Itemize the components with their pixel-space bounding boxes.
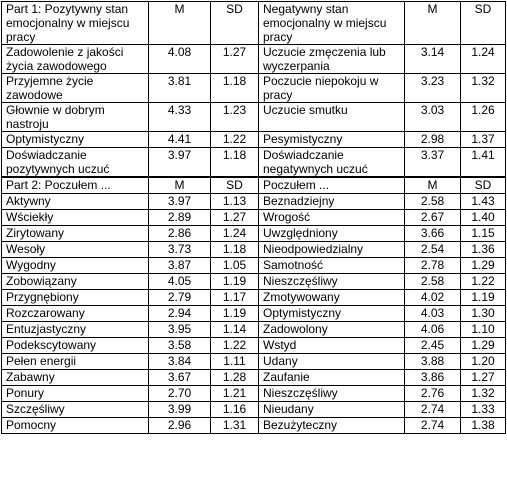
negative-item-mean: 3.14: [405, 45, 461, 74]
feeling-right-sd: 1.20: [461, 354, 506, 370]
positive-item-mean: 4.41: [149, 132, 211, 148]
feeling-left-sd: 1.28: [211, 370, 259, 386]
feeling-left-mean: 2.79: [149, 290, 211, 306]
table-row: [2, 370, 506, 386]
feeling-left-sd: 1.22: [211, 338, 259, 354]
feeling-left-label: Wygodny: [2, 258, 149, 274]
feeling-right-mean: 2.45: [405, 338, 461, 354]
feeling-right-mean: 4.06: [405, 322, 461, 338]
feeling-left-label: Zirytowany: [2, 226, 149, 242]
table-row: [2, 418, 506, 434]
feeling-right-sd: 1.29: [461, 338, 506, 354]
part2-left-header: Part 2: Poczułem ...: [2, 177, 149, 194]
feeling-right-label: Wrogość: [259, 210, 405, 226]
part2-header-row: [2, 177, 506, 194]
feeling-left-sd: 1.19: [211, 306, 259, 322]
feeling-right-label: Nieodpowiedzialny: [259, 242, 405, 258]
positive-item-mean: 3.81: [149, 74, 211, 103]
part1-left-header: Part 1: Pozytywny stan emocjonalny w miejscu pracy: [2, 2, 149, 45]
feeling-left-mean: 3.95: [149, 322, 211, 338]
feeling-right-sd: 1.30: [461, 306, 506, 322]
table-row: [2, 226, 506, 242]
feeling-left-label: Przygnębiony: [2, 290, 149, 306]
part2-left-m-header: M: [149, 177, 211, 194]
negative-item-sd: 1.24: [461, 45, 506, 74]
feeling-right-sd: 1.40: [461, 210, 506, 226]
negative-item-mean: 2.98: [405, 132, 461, 148]
feeling-right-sd: 1.19: [461, 290, 506, 306]
feeling-left-label: Rozczarowany: [2, 306, 149, 322]
feeling-left-label: Szczęśliwy: [2, 402, 149, 418]
feeling-right-sd: 1.38: [461, 418, 506, 434]
negative-item-sd: 1.26: [461, 103, 506, 132]
positive-item-sd: 1.23: [211, 103, 259, 132]
feeling-left-mean: 3.87: [149, 258, 211, 274]
feeling-right-label: Optymistyczny: [259, 306, 405, 322]
table-row: [2, 386, 506, 402]
negative-item-label: Uczucie smutku: [259, 103, 405, 132]
feeling-right-sd: 1.29: [461, 258, 506, 274]
negative-item-sd: 1.32: [461, 74, 506, 103]
feeling-left-sd: 1.17: [211, 290, 259, 306]
positive-item-mean: 3.97: [149, 148, 211, 178]
feeling-right-sd: 1.22: [461, 274, 506, 290]
positive-item-mean: 4.08: [149, 45, 211, 74]
positive-item-sd: 1.27: [211, 45, 259, 74]
negative-item-label: Poczucie niepokoju w pracy: [259, 74, 405, 103]
table-row: [2, 194, 506, 210]
feeling-left-mean: 4.05: [149, 274, 211, 290]
feeling-right-mean: 2.67: [405, 210, 461, 226]
feeling-right-sd: 1.27: [461, 370, 506, 386]
feeling-left-mean: 3.73: [149, 242, 211, 258]
table-row: [2, 306, 506, 322]
positive-item-sd: 1.18: [211, 74, 259, 103]
table-row: [2, 338, 506, 354]
part2-right-header: Poczułem ...: [259, 177, 405, 194]
negative-item-label: Doświadczanie negatywnych uczuć: [259, 148, 405, 178]
table-row: [2, 402, 506, 418]
feeling-right-mean: 2.78: [405, 258, 461, 274]
feeling-right-mean: 2.58: [405, 194, 461, 210]
feeling-left-sd: 1.24: [211, 226, 259, 242]
feeling-left-mean: 2.86: [149, 226, 211, 242]
feeling-right-mean: 4.03: [405, 306, 461, 322]
table-row: [2, 210, 506, 226]
feeling-left-label: Pełen energii: [2, 354, 149, 370]
feeling-right-label: Samotność: [259, 258, 405, 274]
positive-item-label: Zadowolenie z jakości życia zawodowego: [2, 45, 149, 74]
feeling-left-sd: 1.13: [211, 194, 259, 210]
feeling-left-sd: 1.11: [211, 354, 259, 370]
table-row: [2, 132, 506, 148]
feeling-right-mean: 2.58: [405, 274, 461, 290]
part1-right-header: Negatywny stan emocjonalny w miejscu pracy: [259, 2, 405, 45]
table-row: [2, 242, 506, 258]
feeling-left-mean: 3.84: [149, 354, 211, 370]
feeling-left-mean: 2.94: [149, 306, 211, 322]
negative-item-mean: 3.03: [405, 103, 461, 132]
feeling-left-mean: 2.89: [149, 210, 211, 226]
table-row: [2, 74, 506, 103]
feeling-left-label: Zobowiązany: [2, 274, 149, 290]
feeling-left-sd: 1.18: [211, 242, 259, 258]
feeling-right-label: Wstyd: [259, 338, 405, 354]
feeling-right-mean: 2.74: [405, 402, 461, 418]
feeling-left-label: Wściekły: [2, 210, 149, 226]
table-row: [2, 148, 506, 178]
feeling-right-mean: 3.88: [405, 354, 461, 370]
feeling-left-label: Pomocny: [2, 418, 149, 434]
feeling-left-mean: 3.58: [149, 338, 211, 354]
positive-item-mean: 4.33: [149, 103, 211, 132]
feeling-right-label: Zaufanie: [259, 370, 405, 386]
feeling-left-mean: 2.70: [149, 386, 211, 402]
negative-item-label: Uczucie zmęczenia lub wyczerpania: [259, 45, 405, 74]
feeling-left-label: Wesoły: [2, 242, 149, 258]
negative-item-sd: 1.37: [461, 132, 506, 148]
feeling-left-mean: 2.96: [149, 418, 211, 434]
positive-item-sd: 1.18: [211, 148, 259, 178]
positive-item-label: Przyjemne życie zawodowe: [2, 74, 149, 103]
feeling-right-label: Zmotywowany: [259, 290, 405, 306]
table-row: [2, 45, 506, 74]
table-row: [2, 322, 506, 338]
part2-left-sd-header: SD: [211, 177, 259, 194]
part1-left-m-header: M: [149, 2, 211, 45]
feeling-right-sd: 1.32: [461, 386, 506, 402]
feeling-left-sd: 1.16: [211, 402, 259, 418]
positive-item-label: Doświadczanie pozytywnych uczuć: [2, 148, 149, 178]
feeling-right-label: Uwzględniony: [259, 226, 405, 242]
part1-left-sd-header: SD: [211, 2, 259, 45]
feeling-right-mean: 2.76: [405, 386, 461, 402]
feeling-left-label: Zabawny: [2, 370, 149, 386]
feeling-right-sd: 1.15: [461, 226, 506, 242]
feeling-right-label: Nieszczęśliwy: [259, 386, 405, 402]
feeling-left-label: Aktywny: [2, 194, 149, 210]
feeling-left-sd: 1.21: [211, 386, 259, 402]
feeling-right-label: Nieszczęśliwy: [259, 274, 405, 290]
feeling-right-sd: 1.33: [461, 402, 506, 418]
feeling-left-mean: 3.97: [149, 194, 211, 210]
feeling-right-sd: 1.10: [461, 322, 506, 338]
feeling-right-label: Zadowolony: [259, 322, 405, 338]
feeling-right-label: Beznadziejny: [259, 194, 405, 210]
feeling-left-sd: 1.19: [211, 274, 259, 290]
negative-item-sd: 1.41: [461, 148, 506, 178]
feeling-right-sd: 1.43: [461, 194, 506, 210]
table-row: [2, 103, 506, 132]
table-row: [2, 258, 506, 274]
feeling-right-mean: 3.66: [405, 226, 461, 242]
positive-item-sd: 1.22: [211, 132, 259, 148]
feeling-right-mean: 4.02: [405, 290, 461, 306]
positive-item-label: Optymistyczny: [2, 132, 149, 148]
negative-item-mean: 3.37: [405, 148, 461, 178]
positive-item-label: Głownie w dobrym nastroju: [2, 103, 149, 132]
table-row: [2, 274, 506, 290]
feeling-right-label: Udany: [259, 354, 405, 370]
feeling-left-sd: 1.27: [211, 210, 259, 226]
feeling-left-label: Ponury: [2, 386, 149, 402]
feeling-right-mean: 2.74: [405, 418, 461, 434]
feeling-left-sd: 1.31: [211, 418, 259, 434]
negative-item-mean: 3.23: [405, 74, 461, 103]
table-body: [2, 2, 506, 434]
part1-right-sd-header: SD: [461, 2, 506, 45]
feeling-left-sd: 1.14: [211, 322, 259, 338]
feeling-left-mean: 3.99: [149, 402, 211, 418]
feeling-right-mean: 2.54: [405, 242, 461, 258]
feeling-left-mean: 3.67: [149, 370, 211, 386]
table-row: [2, 354, 506, 370]
part1-header-row: [2, 2, 506, 45]
feeling-right-sd: 1.36: [461, 242, 506, 258]
feeling-right-label: Nieudany: [259, 402, 405, 418]
feeling-left-label: Podekscytowany: [2, 338, 149, 354]
feeling-left-label: Entuzjastyczny: [2, 322, 149, 338]
feeling-left-sd: 1.05: [211, 258, 259, 274]
emotion-statistics-table: [1, 1, 506, 434]
part2-right-m-header: M: [405, 177, 461, 194]
table-row: [2, 290, 506, 306]
part2-right-sd-header: SD: [461, 177, 506, 194]
feeling-right-mean: 3.86: [405, 370, 461, 386]
feeling-right-label: Bezużyteczny: [259, 418, 405, 434]
part1-right-m-header: M: [405, 2, 461, 45]
negative-item-label: Pesymistyczny: [259, 132, 405, 148]
